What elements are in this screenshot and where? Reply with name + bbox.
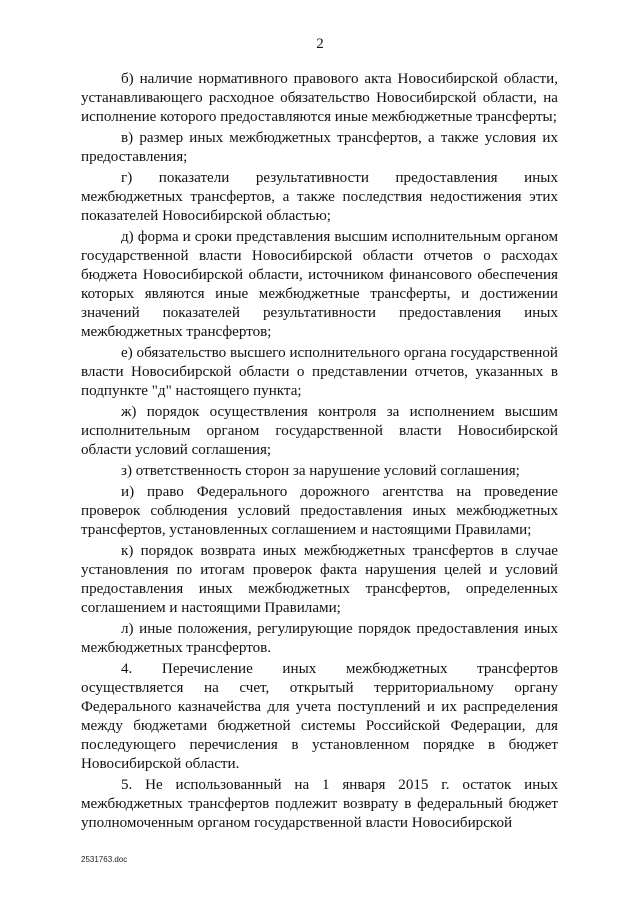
paragraph-v: в) размер иных межбюджетных трансфертов, а также условия их предоставления; [81,129,558,166]
paragraph-z: з) ответственность сторон за нарушение условий соглашения; [121,463,520,479]
paragraph-e: е) обязательство высшего исполнительного органа государственной власти Новосибирской области о представлении отчетов, указанных в подпункте "д" настоящего пункта; [81,345,558,400]
paragraph-5: 5. Не использованный на 1 января 2015 г. остаток иных межбюджетных трансфертов подлежит возврату в федеральный бюджет уполномоченным органом государственной власти Новосибирской [81,776,558,832]
paragraph-b: б) наличие нормативного правового акта Новосибирской области, устанавливающего расходное обязательство Новосибирской области, на исполнение которого предоставляются иные межбюджетные трансферты; [81,71,558,126]
paragraph-zh: ж) порядок осуществления контроля за исполнением высшим исполнительным органом государственной власти Новосибирской области условий соглашения; [81,404,558,459]
paragraph-l: л) иные положения, регулирующие порядок предоставления иных межбюджетных трансфертов. [81,620,558,656]
paragraph-d: д) форма и сроки представления высшим исполнительным органом государственной власти Новосибирской области отчетов о расходах бюджета Новосибирской области, источником финансового обеспечения которых являются иные межбюджетные трансферты, и достижении значений показателей результативности предоставления иных межбюджетных трансфертов; [81,228,558,341]
paragraph-i: и) право Федерального дорожного агентства на проведение проверок соблюдения условий предоставления иных межбюджетных трансфертов, установленных соглашением и настоящими Правилами; [81,483,558,538]
paragraph-4: 4. Перечисление иных межбюджетных трансфертов осуществляется на счет, открытый территориальному органу Федерального казначейства для учета поступлений и их распределения между бюджетами бюджетной системы Российской Федерации, для последующего перечисления в установленном порядке в бюджет Новосибирской области. [81,660,558,773]
document-body [81,70,558,835]
paragraph-k: к) порядок возврата иных межбюджетных трансфертов в случае установления по итогам проверок факта нарушения целей и условий предоставления иных межбюджетных трансфертов, определенных соглашением и настоящими Правилами; [81,542,558,617]
paragraph-g: г) показатели результативности предоставления иных межбюджетных трансфертов, а также последствия недостижения этих показателей Новосибирской областью; [81,169,558,225]
page-number: 2 [316,36,324,52]
file-name-footer: 2531763.doc [81,855,128,864]
